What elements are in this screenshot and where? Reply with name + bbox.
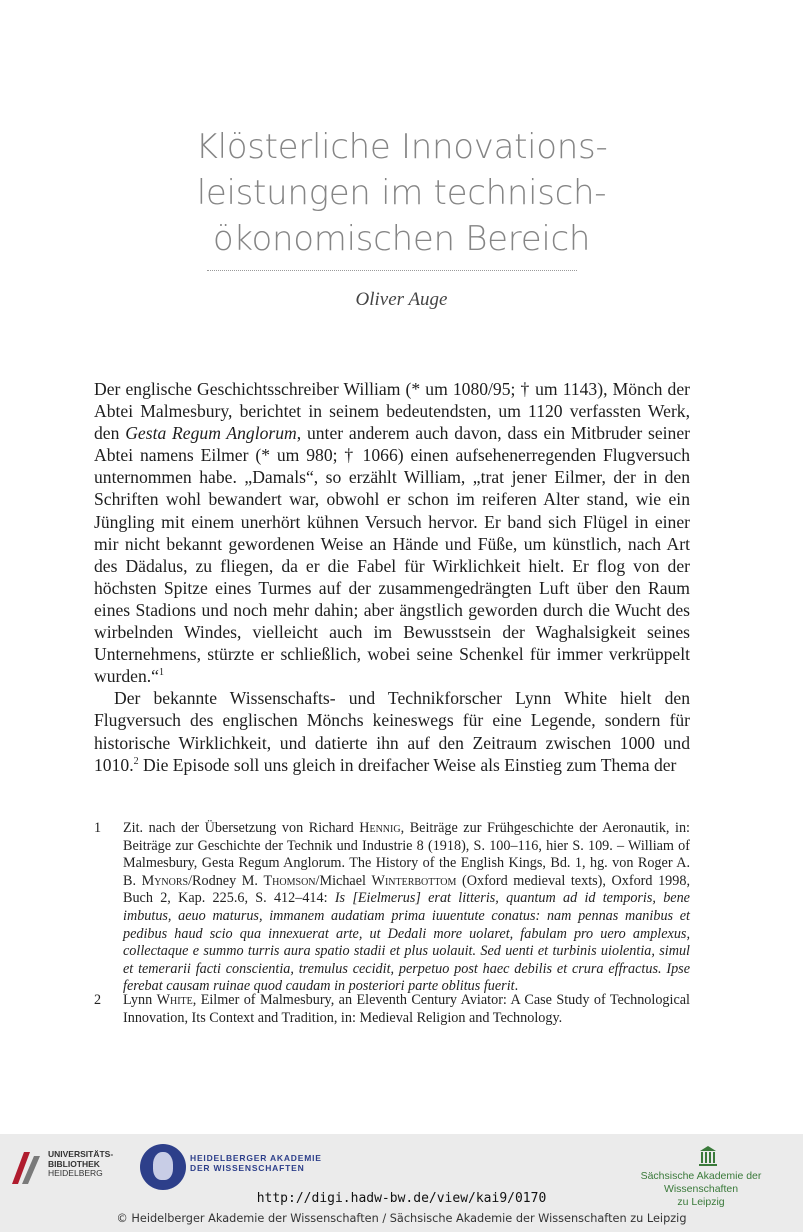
ub-heidelberg-label[interactable] [48, 1150, 113, 1179]
fn1-latin-quote: Is [Eielmerus] erat litteris, quantum ad id temporis, bene imbutus, aeuo maturus, immanem audatiam prima iuuentute conatus: nam pennas manibus et pedibus haud scio qua innexuerat arte, ut Dedali more uolaret, fabulam pro uero amplexus, collectaque e summo turris aura spatio stadii et plus uolauit. Sed uenti et turbinis uiolentia, simul et temerarii facti conscientia, tremulus cecidit, perpetuo post haec debilis et crura effractus. Ipse ferebat causam ruinae quod caudam in posteriori parte oblitus fuerit [123, 890, 690, 995]
saw-label-line-2: zu Leipzig [677, 1196, 725, 1208]
hadw-label[interactable] [190, 1153, 322, 1173]
hadw-label-line-2: DER WISSENSCHAFTEN [190, 1163, 305, 1173]
footnote-2 [94, 992, 690, 1027]
hadw-label-line-1: HEIDELBERGER AKADEMIE [190, 1153, 322, 1163]
ub-label-line-1: UNIVERSITÄTS- [48, 1149, 114, 1159]
paragraph-2 [94, 687, 690, 775]
saw-label-line-1: Sächsische Akademie der Wissenschaften [640, 1170, 762, 1195]
footnote-1-number: 1 [94, 820, 102, 836]
saw-building-icon[interactable] [698, 1145, 718, 1167]
ub-heidelberg-logo-icon[interactable] [10, 1146, 44, 1186]
paragraph-1-text-b: , unter anderem auch davon, dass ein Mitbruder seiner Abtei namens Eilmer (* um 980; † 1066) einen aufsehenerregenden Flugversuch unternommen habe. „Damals“, so erzählt William, „trat jener Eilmer, der in den Schriften wohl bewandert war, obwohl er schon im reiferen Alter stand, wie ein Jüngling mit einem unerhört kühnen Versuch hervor. Er band sich Flügel in einer mir nicht bekannt gewordenen Weise an Hände und Füße, um künstlich, nach Art des Dädalus, zu fliegen, da er die Fabel für Wirklichkeit hielt. Er flog von der höchsten Spitze eines Turmes auf der zusammengedrängten Luft über den Raum eines Stadions und noch mehr dahin; aber ängstlich geworden durch die Wucht des wirbelnden Windes, vielleicht auch im Bewusstsein der Waghalsigkeit seines Unternehmens, stürzte er schließlich, wobei seine Schenkel für immer verkrüppelt wurden.“ [94, 423, 690, 687]
fn1-editor-name: Mynors [141, 872, 189, 889]
author-name: Oliver Auge [355, 289, 448, 310]
fn1-editor-name: Winterbottom [371, 872, 457, 889]
fn2-part: , Eilmer of Malmesbury, an Eleventh Century Aviator: A Case Study of Technological Innovation, Its Context and Tradition, in: Medieval Religion and Technology. [123, 992, 690, 1026]
copyright-notice: © Heidelberger Akademie der Wissenschaften / Sächsische Akademie der Wissenschaften zu Leipzig [116, 1212, 687, 1225]
fn1-part: Zit. nach der Übersetzung von Richard [123, 820, 360, 836]
chapter-title [0, 124, 803, 262]
paragraph-2-text-a: Der bekannte Wissenschafts- und Technikforscher Lynn White hielt den Flugversuch des englischen Mönchs keineswegs für eine Legende, sondern für historische Wirklichkeit, und datierte ihn auf den Zeitraum zwischen 1000 und 1010. [94, 688, 690, 775]
fn2-author-name: White [156, 992, 193, 1008]
fn1-editor-name: Thomson [263, 872, 316, 889]
body-text [94, 378, 690, 776]
fn1-part: /Michael [315, 872, 372, 889]
footnote-ref-2[interactable]: 2 [133, 755, 139, 767]
ub-label-line-3: HEIDELBERG [48, 1168, 103, 1178]
fn2-part: Lynn [123, 992, 157, 1008]
paragraph-1 [94, 378, 690, 687]
hadw-seal-icon[interactable] [140, 1144, 186, 1190]
footnote-1-text [123, 820, 690, 996]
fn1-author-name: Hennig [359, 820, 401, 836]
work-title: Gesta Regum Anglorum [125, 423, 297, 444]
fn1-part: . [514, 978, 519, 995]
fn1-part: (Oxford medieval texts), Oxford 1998, Buch 2, Kap. 225.6, S. 412–414: [123, 872, 690, 907]
chapter-title-line-1: Klösterliche Innovations- [195, 127, 608, 167]
footnote-2-text [123, 992, 690, 1027]
footnote-ref-1[interactable]: 1 [158, 667, 164, 679]
fn1-part: , Beiträge zur Frühgeschichte der Aeronautik, in: Beiträge zur Geschichte der Technik und Industrie 8 (1918), S. 100–116, hier S. 109. – William of Malmesbury, Gesta Regum Anglorum. The History of the English Kings, Bd. 1, hg. von Roger A. B. [123, 820, 691, 889]
footnote-2-number: 2 [94, 992, 102, 1008]
title-divider [207, 270, 577, 271]
seal-portrait [153, 1152, 173, 1180]
footnote-1 [94, 820, 690, 996]
ub-label-line-2: BIBLIOTHEK [48, 1158, 100, 1169]
paragraph-1-text-a: Der englische Geschichtsschreiber William (* um 1080/95; † um 1143), Mönch der Abtei Malmesbury, berichtet in seinem bedeutendsten, um 1120 verfassten Werk, den [94, 379, 690, 444]
chapter-title-line-2: leistungen im technisch- [196, 173, 607, 213]
fn1-part: /Rodney M. [188, 872, 264, 889]
paragraph-2-text-b: Die Episode soll uns gleich in dreifacher Weise als Einstieg zum Thema der [138, 754, 677, 775]
chapter-title-line-3: ökonomischen Bereich [212, 219, 591, 259]
permalink-url[interactable]: http://digi.hadw-bw.de/view/kai9/0170 [256, 1191, 547, 1206]
